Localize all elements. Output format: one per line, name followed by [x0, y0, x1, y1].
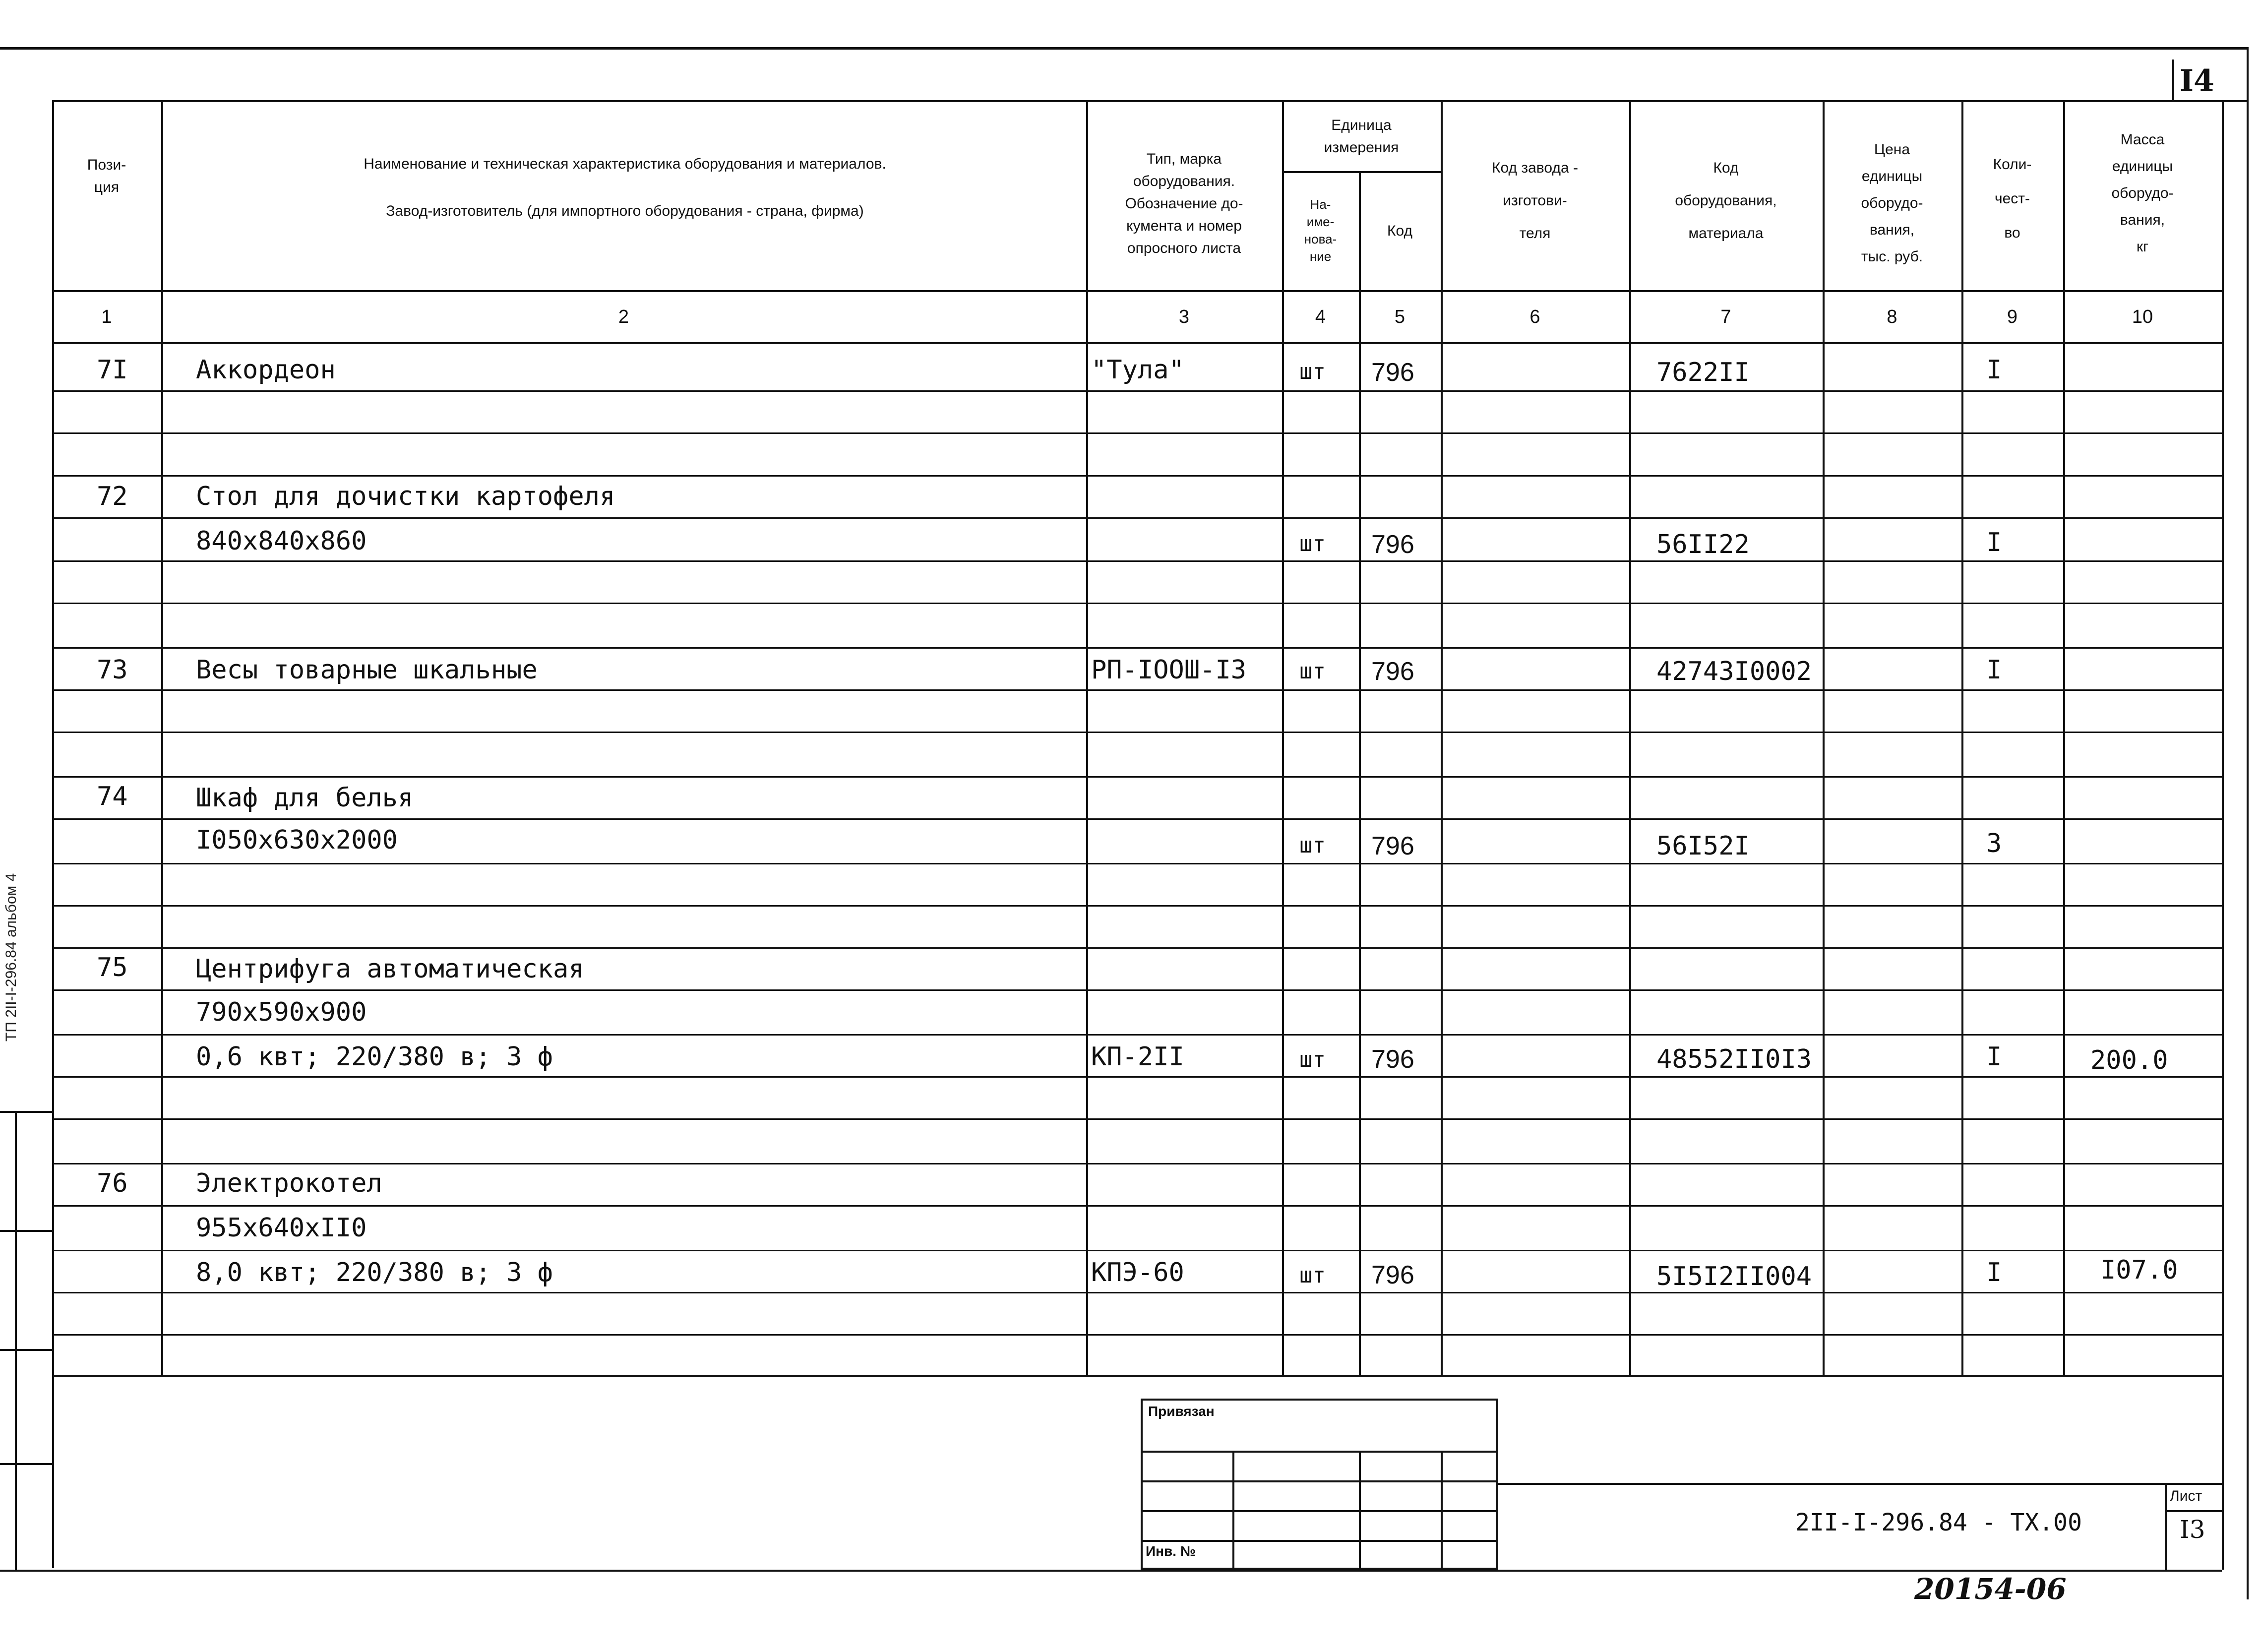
row-line [52, 647, 2222, 649]
header-unit: Единица измерения [1324, 117, 1399, 156]
header-price: Цена единицы оборудо- вания, тыс. руб. [1861, 141, 1923, 265]
header-type: Тип, марка оборудования. Обозначение до- кумента и номер опросного листа [1125, 150, 1243, 256]
row-name: Стол для дочистки картофеля [196, 482, 615, 511]
header-bottom-line [52, 290, 2222, 292]
row-line [52, 732, 2222, 733]
row-line [52, 776, 2222, 778]
column-numbers-line [52, 342, 2222, 344]
sheet-label: Лист [2170, 1488, 2202, 1504]
row-position: 74 [97, 782, 128, 811]
row-line [52, 560, 2222, 562]
archive-number: 20154-06 [1914, 1572, 2067, 1606]
column-number: 9 [2007, 306, 2018, 327]
row-position: 76 [97, 1168, 128, 1198]
top-border [0, 47, 2247, 50]
table-top-line [52, 100, 2224, 102]
row-unit: шт [1299, 659, 1326, 684]
stamp-col-line [1359, 1451, 1361, 1570]
row-equipment-code: 5I5I2II004 [1656, 1262, 1812, 1291]
row-line [52, 390, 2222, 392]
row-unit-code: 796 [1371, 530, 1414, 559]
row-line [52, 1334, 2222, 1336]
stamp-col-line [1441, 1451, 1443, 1570]
page-number: I4 [2180, 63, 2214, 98]
row-name: Весы товарные шкальные [196, 655, 538, 685]
header-quantity: Коли- чест- во [1993, 156, 2032, 241]
column-number: 8 [1887, 306, 1897, 327]
stamp-line [1141, 1510, 1498, 1512]
stamp-line [1141, 1480, 1498, 1482]
row-quantity: I [1986, 655, 2002, 685]
stamp-privyazan: Привязан [1148, 1404, 1215, 1419]
row-dimensions: I050х630х2000 [196, 825, 398, 855]
row-type: КП-2II [1091, 1042, 1184, 1072]
row-unit-code: 796 [1371, 1261, 1414, 1289]
row-mass: 200.0 [2090, 1045, 2168, 1075]
row-line [52, 1163, 2222, 1164]
row-quantity: I [1986, 1258, 2002, 1287]
margin-stamp-divider [0, 1111, 52, 1113]
sheet-number: I3 [2180, 1515, 2205, 1544]
stamp-line [1141, 1451, 1498, 1453]
row-line [52, 475, 2222, 477]
row-position: 75 [97, 953, 128, 982]
sheet-box-line [2165, 1483, 2167, 1570]
right-border [2247, 47, 2249, 1599]
row-unit: шт [1299, 531, 1326, 556]
row-unit: шт [1299, 359, 1326, 384]
left-border [52, 100, 54, 1568]
row-line [52, 989, 2222, 991]
header-equipment-code: Код оборудования, материала [1675, 160, 1777, 242]
row-dimensions: 840х840х860 [196, 526, 367, 556]
row-equipment-code: 56II22 [1656, 530, 1750, 559]
header-manufacturer-code: Код завода - изготови- теля [1492, 160, 1578, 242]
header-position: Пози- ция [87, 157, 126, 195]
header-mass: Масса единицы оборудо- вания, кг [2111, 131, 2174, 255]
row-position: 72 [97, 482, 128, 511]
row-unit-code: 796 [1371, 657, 1414, 686]
stamp-col-line [1232, 1451, 1234, 1570]
header-unit-code: Код [1387, 222, 1412, 239]
document-code: 2II-I-296.84 - ТХ.00 [1795, 1509, 2082, 1536]
row-power: 0,6 квт; 220/380 в; 3 ф [196, 1042, 553, 1072]
row-line [52, 1250, 2222, 1251]
column-number: 3 [1178, 306, 1190, 327]
row-line [52, 905, 2222, 907]
margin-stamp-divider [0, 1349, 52, 1351]
row-type: КПЭ-60 [1091, 1258, 1184, 1287]
margin-stamp-divider [0, 1230, 52, 1232]
column-number: 2 [618, 306, 629, 327]
row-line [52, 1292, 2222, 1293]
row-dimensions: 955х640хII0 [196, 1213, 367, 1243]
row-unit: шт [1299, 1047, 1326, 1072]
row-line [52, 1034, 2222, 1036]
col-line-4 [1359, 171, 1361, 1375]
row-line [52, 517, 2222, 519]
row-position: 7I [97, 355, 128, 385]
row-equipment-code: 48552II0I3 [1656, 1044, 1812, 1074]
stamp-inventory-number: Инв. № [1146, 1543, 1196, 1559]
unit-subheader-line [1282, 171, 1441, 173]
row-mass: I07.0 [2100, 1255, 2178, 1285]
row-line [52, 1118, 2222, 1120]
table-bottom-line [52, 1375, 2222, 1377]
header-unit-name: На- име- нова- ние [1304, 196, 1337, 264]
column-number: 6 [1529, 306, 1540, 327]
stamp-line [1141, 1540, 1498, 1542]
row-power: 8,0 квт; 220/380 в; 3 ф [196, 1258, 553, 1287]
header-manufacturer: Завод-изготовитель (для импортного оборудования - страна, фирма) [386, 202, 864, 219]
row-type: "Тула" [1091, 355, 1184, 385]
row-quantity: 3 [1986, 829, 2002, 858]
row-name: Электрокотел [196, 1168, 382, 1198]
header-name: Наименование и техническая характеристика оборудования и материалов. [364, 155, 886, 172]
row-name: Шкаф для белья [196, 783, 414, 813]
row-unit-code: 796 [1371, 358, 1414, 387]
row-equipment-code: 7622II [1656, 358, 1750, 387]
row-quantity: I [1986, 1042, 2002, 1072]
row-line [52, 818, 2222, 820]
row-line [52, 1076, 2222, 1078]
row-dimensions: 790х590х900 [196, 997, 367, 1027]
row-equipment-code: 42743I0002 [1656, 657, 1812, 686]
column-number: 10 [2132, 306, 2153, 327]
sheet-box-divider [2165, 1510, 2222, 1512]
row-position: 73 [97, 655, 128, 685]
margin-stamp-line [15, 1111, 17, 1570]
row-name: Центрифуга автоматическая [196, 954, 584, 984]
row-line [52, 863, 2222, 864]
title-block-line [1498, 1483, 2222, 1485]
row-line [52, 947, 2222, 949]
row-line [52, 1205, 2222, 1207]
row-type: РП-IOOШ-I3 [1091, 655, 1247, 685]
inner-right-border [2222, 100, 2224, 1570]
row-name: Аккордеон [196, 355, 336, 385]
row-unit: шт [1299, 1263, 1326, 1288]
row-unit: шт [1299, 833, 1326, 858]
row-quantity: I [1986, 528, 2002, 557]
row-quantity: I [1986, 355, 2002, 385]
row-equipment-code: 56I52I [1656, 831, 1750, 861]
margin-text: ТП 2II-I-296.84 альбом 4 [3, 873, 19, 1041]
column-number: 7 [1720, 306, 1731, 327]
row-line [52, 689, 2222, 691]
row-line [52, 432, 2222, 434]
margin-stamp-divider [0, 1463, 52, 1465]
row-unit-code: 796 [1371, 1045, 1414, 1074]
row-line [52, 603, 2222, 604]
column-number: 5 [1394, 306, 1405, 327]
bottom-border [0, 1570, 2222, 1572]
column-number: 1 [101, 306, 112, 327]
row-unit-code: 796 [1371, 832, 1414, 860]
column-number: 4 [1315, 306, 1326, 327]
